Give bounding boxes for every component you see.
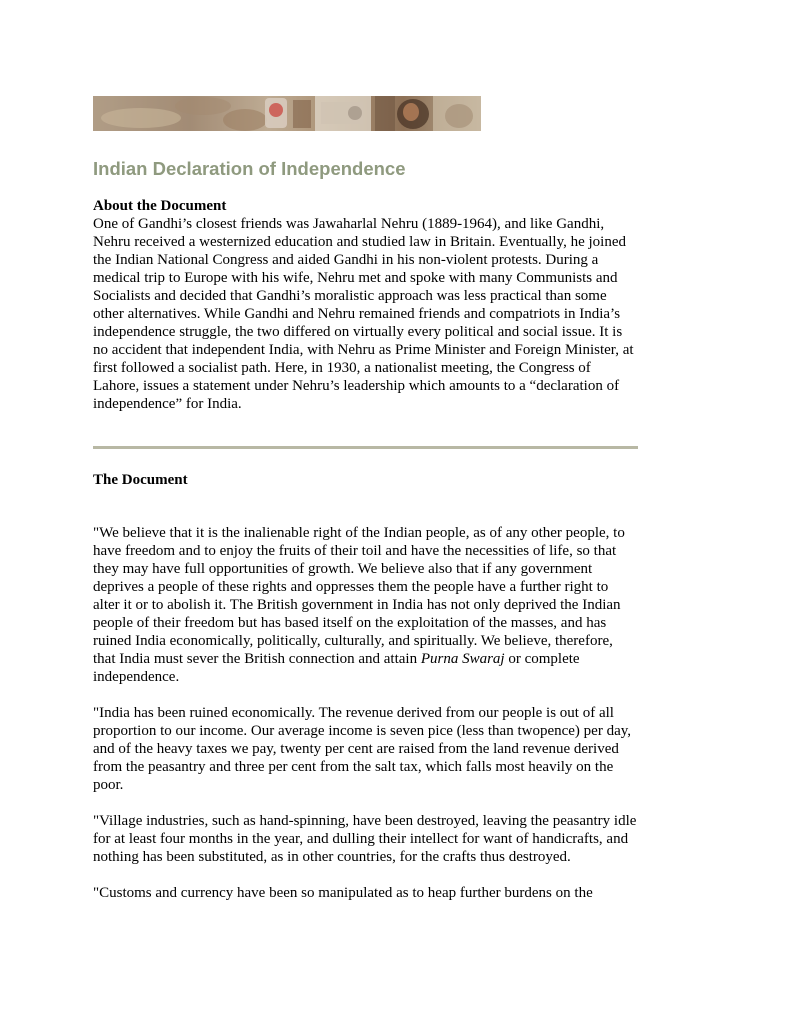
section-divider [93,446,638,449]
purna-swaraj-term: Purna Swaraj [420,651,505,667]
document-paragraph-4: "Customs and currency have been so manipulated as to heap further burdens on the [93,885,593,901]
document-paragraph-3: "Village industries, such as hand-spinning, have been destroyed, leaving the peasantry idle for at least four months in the year, and dulling their intellect for want of handicrafts, and nothing has been substituted, as in other countries, for the crafts thus destroyed. [93,813,637,865]
document-paragraph-1 [93,524,638,686]
document-paragraph-1-text: "We believe that it is the inalienable right of the Indian people, as of any other people, to have freedom and to enjoy the fruits of their toil and have the necessities of life, so that they may have full opportunities of growth. We believe also that if any government deprives a people of these rights and oppresses them the people have a further right to alter it or to abolish it. The British government in India has not only deprived the Indian people of their freedom but has based itself on the exploitation of the masses, and has ruined India economically, politically, culturally, and spiritually. We believe, therefore, that India must sever the British connection and attain [93,525,625,667]
document-paragraph-2: "India has been ruined economically. The revenue derived from our people is out of all proportion to our income. Our average income is seven pice (less than twopence) per day, and of the heavy taxes we pay, twenty per cent are raised from the land revenue derived from the peasantry and three per cent from the salt tax, which falls most heavily on the poor. [93,705,632,793]
about-paragraph: One of Gandhi’s closest friends was Jawaharlal Nehru (1889-1964), and like Gandhi, Nehru received a westernized education and studied law in Britain. Eventually, he joined the Indian National Congress and aided Gandhi in his non-violent protests. During a medical trip to Europe with his wife, Nehru met and spoke with many Communists and Socialists and decided that Gandhi’s moralistic approach was less practical than some other alternatives. While Gandhi and Nehru remained friends and compatriots in India’s independence struggle, the two differed on virtually every political and social issue. It is no accident that independent India, with Nehru as Prime Minister and Foreign Minister, at first followed a socialist path. Here, in 1930, a nationalist meeting, the Congress of Lahore, issues a statement under Nehru’s leadership which amounts to a “declaration of independence” for India. [93,216,634,412]
about-heading: About the Document [93,198,227,214]
document-page [93,96,638,902]
document-paragraph-1-end: or complete independence. [93,651,580,685]
document-heading: The Document [93,472,188,488]
collage-banner-image [93,96,481,131]
page-title: Indian Declaration of Independence [93,158,406,179]
